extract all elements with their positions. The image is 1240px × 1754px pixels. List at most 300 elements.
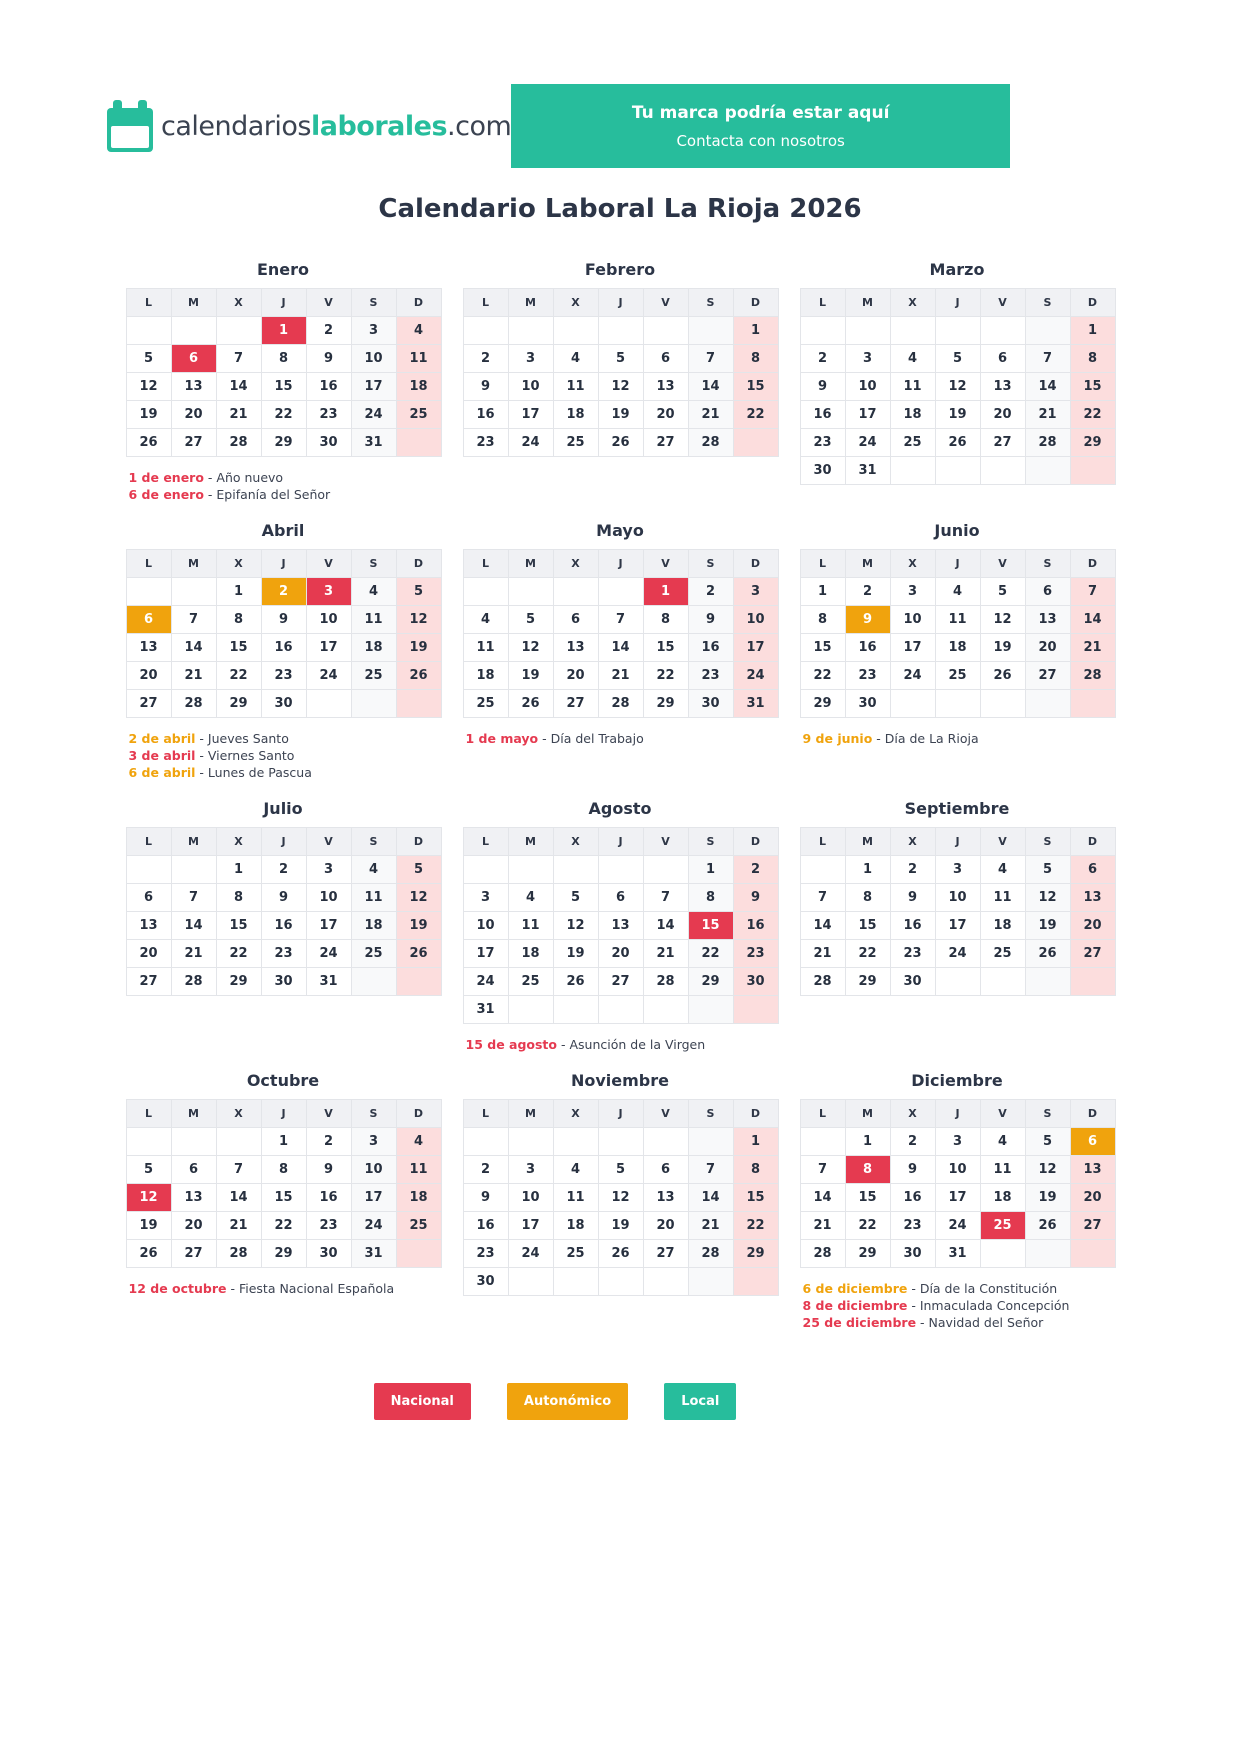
day-cell: 26 (598, 1240, 643, 1268)
day-cell-empty (216, 1128, 261, 1156)
month-table (126, 827, 442, 996)
week-row (126, 1156, 441, 1184)
holiday-note (803, 1280, 1115, 1297)
day-cell: 2 (463, 1156, 508, 1184)
week-row (126, 317, 441, 345)
day-cell: 19 (553, 940, 598, 968)
day-cell: 18 (553, 401, 598, 429)
day-cell: 9 (306, 1156, 351, 1184)
day-cell: 20 (126, 662, 171, 690)
day-cell: 27 (126, 690, 171, 718)
holiday-note-date: 12 de octubre (128, 1281, 227, 1296)
day-cell: 12 (396, 606, 441, 634)
week-row (800, 345, 1115, 373)
legend-local-button[interactable]: Local (664, 1383, 736, 1420)
day-cell: 8 (216, 606, 261, 634)
day-cell-empty (126, 1128, 171, 1156)
week-row (463, 345, 778, 373)
day-cell: 23 (261, 662, 306, 690)
day-cell: 20 (980, 401, 1025, 429)
day-cell-empty (396, 1240, 441, 1268)
day-cell: 10 (463, 912, 508, 940)
day-cell: 11 (553, 373, 598, 401)
day-header: L (126, 550, 171, 578)
week-row (126, 578, 441, 606)
day-header: J (935, 289, 980, 317)
day-cell: 24 (306, 662, 351, 690)
week-row (800, 1212, 1115, 1240)
day-cell: 13 (126, 634, 171, 662)
day-cell: 16 (463, 1212, 508, 1240)
day-cell: 9 (261, 884, 306, 912)
day-cell: 27 (980, 429, 1025, 457)
day-cell: 17 (508, 1212, 553, 1240)
day-cell: 11 (508, 912, 553, 940)
day-cell: 16 (890, 1184, 935, 1212)
day-cell-empty (890, 690, 935, 718)
day-cell: 20 (126, 940, 171, 968)
day-cell: 23 (306, 401, 351, 429)
day-cell: 26 (508, 690, 553, 718)
week-row (463, 1184, 778, 1212)
day-cell: 1 (845, 856, 890, 884)
day-cell: 12 (396, 884, 441, 912)
week-row (800, 401, 1115, 429)
day-cell: 28 (216, 1240, 261, 1268)
day-cell: 12 (126, 373, 171, 401)
day-cell-empty (598, 578, 643, 606)
month-notes (800, 730, 1115, 747)
day-cell: 18 (351, 912, 396, 940)
day-cell: 30 (733, 968, 778, 996)
month-notes (126, 469, 441, 503)
day-cell: 26 (126, 429, 171, 457)
month-table (126, 549, 442, 718)
day-cell-empty (800, 317, 845, 345)
day-cell: 14 (598, 634, 643, 662)
week-row (126, 634, 441, 662)
day-cell-empty (396, 690, 441, 718)
day-cell-empty (351, 690, 396, 718)
day-cell: 19 (980, 634, 1025, 662)
month-title: Marzo (929, 260, 985, 279)
day-cell-empty (171, 856, 216, 884)
day-cell: 8 (688, 884, 733, 912)
day-header: L (126, 289, 171, 317)
day-cell: 2 (261, 856, 306, 884)
day-header: X (553, 550, 598, 578)
month-marzo (800, 260, 1115, 485)
day-cell: 20 (171, 401, 216, 429)
day-cell: 30 (306, 1240, 351, 1268)
day-cell: 13 (643, 373, 688, 401)
day-header: V (980, 550, 1025, 578)
day-cell: 26 (598, 429, 643, 457)
day-cell: 3 (306, 856, 351, 884)
day-cell: 22 (800, 662, 845, 690)
week-row (463, 856, 778, 884)
day-cell: 2 (733, 856, 778, 884)
holiday-note-date: 9 de junio (802, 731, 873, 746)
day-cell: 12 (1025, 884, 1070, 912)
day-cell: 15 (261, 1184, 306, 1212)
week-row (463, 1156, 778, 1184)
day-cell-empty (1025, 457, 1070, 485)
day-cell-empty (733, 429, 778, 457)
month-notes (463, 1036, 778, 1053)
day-cell: 16 (688, 634, 733, 662)
day-cell: 10 (351, 1156, 396, 1184)
day-cell: 5 (1025, 1128, 1070, 1156)
day-cell: 13 (553, 634, 598, 662)
day-cell: 20 (643, 1212, 688, 1240)
day-cell: 28 (216, 429, 261, 457)
day-header-row (800, 828, 1115, 856)
holiday-note (803, 1297, 1115, 1314)
day-cell: 21 (171, 940, 216, 968)
day-cell: 11 (980, 1156, 1025, 1184)
day-cell: 6 (598, 884, 643, 912)
day-header: S (1025, 1100, 1070, 1128)
day-cell: 18 (935, 634, 980, 662)
day-cell: 25 (980, 940, 1025, 968)
day-cell: 13 (126, 912, 171, 940)
day-cell-empty (508, 317, 553, 345)
day-header: V (643, 1100, 688, 1128)
day-cell-empty (643, 996, 688, 1024)
day-cell: 13 (1070, 884, 1115, 912)
day-header: X (553, 1100, 598, 1128)
day-header: J (935, 828, 980, 856)
day-cell: 5 (396, 578, 441, 606)
month-table (126, 1099, 442, 1268)
ad-banner[interactable] (511, 84, 1010, 168)
legend-nacional-button[interactable]: Nacional (374, 1383, 471, 1420)
day-cell: 13 (598, 912, 643, 940)
day-cell-empty (351, 968, 396, 996)
day-cell: 23 (306, 1212, 351, 1240)
site-logo[interactable] (107, 100, 511, 152)
holiday-note-date: 6 de enero (128, 487, 204, 502)
day-cell: 23 (733, 940, 778, 968)
day-cell: 8 (845, 884, 890, 912)
holiday-note-date: 25 de diciembre (802, 1315, 917, 1330)
day-cell: 16 (463, 401, 508, 429)
day-cell: 18 (463, 662, 508, 690)
day-cell: 14 (171, 634, 216, 662)
legend-autonomico-button[interactable]: Autonómico (507, 1383, 628, 1420)
day-cell: 15 (733, 1184, 778, 1212)
day-cell: 25 (508, 968, 553, 996)
holiday-note-date: 8 de diciembre (802, 1298, 908, 1313)
day-cell: 14 (171, 912, 216, 940)
day-cell: 22 (733, 1212, 778, 1240)
day-cell: 1 (216, 578, 261, 606)
day-cell: 20 (1025, 634, 1070, 662)
holiday-note-text: - Día de La Rioja (872, 731, 979, 746)
day-cell: 5 (396, 856, 441, 884)
day-cell: 19 (1025, 1184, 1070, 1212)
day-cell: 21 (643, 940, 688, 968)
holiday-note-date: 1 de mayo (465, 731, 539, 746)
day-cell: 17 (935, 912, 980, 940)
week-row (126, 856, 441, 884)
day-cell-empty (688, 1128, 733, 1156)
day-cell: 2 (845, 578, 890, 606)
week-row (463, 1240, 778, 1268)
day-cell: 17 (306, 634, 351, 662)
day-cell: 19 (508, 662, 553, 690)
day-cell-empty (396, 429, 441, 457)
day-cell: 15 (261, 373, 306, 401)
day-cell-empty (980, 1240, 1025, 1268)
day-cell: 9 (261, 606, 306, 634)
ad-banner-contact-link[interactable]: Contacta con nosotros (676, 131, 845, 150)
day-cell: 4 (351, 856, 396, 884)
day-cell: 26 (1025, 1212, 1070, 1240)
day-cell-empty (508, 578, 553, 606)
day-header: D (733, 1100, 778, 1128)
day-cell: 10 (306, 606, 351, 634)
day-cell-empty (306, 690, 351, 718)
day-cell-empty (643, 856, 688, 884)
day-cell: 11 (935, 606, 980, 634)
day-cell: 4 (396, 317, 441, 345)
week-row (126, 606, 441, 634)
day-header-row (800, 550, 1115, 578)
day-cell-empty (1025, 690, 1070, 718)
week-row (126, 690, 441, 718)
day-header: M (171, 828, 216, 856)
holiday-note (129, 730, 441, 747)
day-cell-empty (643, 1268, 688, 1296)
day-cell: 10 (845, 373, 890, 401)
day-cell: 27 (1070, 940, 1115, 968)
week-row (463, 578, 778, 606)
day-header: J (935, 550, 980, 578)
day-cell-empty (126, 578, 171, 606)
month-title: Abril (261, 521, 305, 540)
month-notes (800, 1280, 1115, 1331)
day-cell: 9 (463, 373, 508, 401)
month-julio (126, 799, 441, 996)
logo-suffix: .com (447, 110, 512, 142)
holiday-note-text: - Epifanía del Señor (203, 487, 331, 502)
day-cell: 16 (261, 912, 306, 940)
day-header: J (261, 289, 306, 317)
day-cell: 5 (980, 578, 1025, 606)
holiday-note (129, 764, 441, 781)
day-cell: 3 (935, 856, 980, 884)
holiday-note-text: - Día del Trabajo (538, 731, 644, 746)
day-cell-empty (643, 1128, 688, 1156)
day-cell: 19 (598, 1212, 643, 1240)
day-cell: 8 (733, 345, 778, 373)
day-cell: 25 (890, 429, 935, 457)
day-cell: 6 (1025, 578, 1070, 606)
day-cell: 29 (216, 690, 261, 718)
week-row (800, 634, 1115, 662)
holiday-note-text: - Día de la Constitución (907, 1281, 1058, 1296)
day-cell-empty (1070, 690, 1115, 718)
day-cell-holiday-nacional: 8 (845, 1156, 890, 1184)
day-cell: 11 (980, 884, 1025, 912)
day-cell: 22 (216, 940, 261, 968)
day-header: M (508, 828, 553, 856)
month-enero (126, 260, 441, 503)
day-cell: 9 (306, 345, 351, 373)
week-row (126, 345, 441, 373)
day-cell: 29 (688, 968, 733, 996)
day-cell: 7 (800, 884, 845, 912)
day-cell: 23 (463, 1240, 508, 1268)
day-cell-empty (980, 457, 1025, 485)
day-cell-empty (980, 690, 1025, 718)
day-cell: 3 (845, 345, 890, 373)
day-cell: 13 (980, 373, 1025, 401)
day-cell: 5 (598, 1156, 643, 1184)
day-cell: 8 (261, 345, 306, 373)
day-cell-empty (1025, 968, 1070, 996)
day-cell: 18 (396, 373, 441, 401)
holiday-note-date: 6 de abril (128, 765, 196, 780)
day-cell: 10 (508, 373, 553, 401)
day-cell: 13 (643, 1184, 688, 1212)
day-cell: 12 (1025, 1156, 1070, 1184)
day-cell: 31 (733, 690, 778, 718)
day-cell-empty (553, 1268, 598, 1296)
day-header-row (463, 1100, 778, 1128)
week-row (463, 317, 778, 345)
day-header: S (1025, 828, 1070, 856)
day-cell: 26 (396, 662, 441, 690)
day-cell: 6 (643, 1156, 688, 1184)
ad-banner-headline: Tu marca podría estar aquí (631, 102, 890, 123)
day-header: M (508, 1100, 553, 1128)
day-cell: 30 (261, 968, 306, 996)
day-cell: 1 (1070, 317, 1115, 345)
day-cell: 24 (935, 1212, 980, 1240)
month-title: Julio (263, 799, 303, 818)
day-header: L (463, 1100, 508, 1128)
week-row (126, 1212, 441, 1240)
day-cell: 5 (508, 606, 553, 634)
day-cell: 7 (800, 1156, 845, 1184)
day-cell-empty (800, 1128, 845, 1156)
day-header: J (261, 550, 306, 578)
day-cell: 25 (396, 1212, 441, 1240)
day-header: L (126, 828, 171, 856)
day-header: L (800, 828, 845, 856)
week-row (800, 690, 1115, 718)
day-cell-holiday-nacional: 1 (261, 317, 306, 345)
week-row (126, 1184, 441, 1212)
day-cell: 19 (396, 912, 441, 940)
day-cell: 16 (306, 1184, 351, 1212)
day-cell: 24 (890, 662, 935, 690)
day-cell-empty (126, 856, 171, 884)
day-header-row (126, 1100, 441, 1128)
day-header: X (890, 289, 935, 317)
day-cell: 1 (733, 317, 778, 345)
week-row (800, 606, 1115, 634)
week-row (800, 1184, 1115, 1212)
week-row (463, 634, 778, 662)
day-cell: 31 (845, 457, 890, 485)
day-cell: 13 (171, 373, 216, 401)
day-header: J (598, 828, 643, 856)
day-cell-empty (463, 578, 508, 606)
day-cell: 21 (688, 1212, 733, 1240)
day-header: S (688, 1100, 733, 1128)
day-cell: 14 (216, 1184, 261, 1212)
month-table (463, 827, 779, 1024)
day-cell: 28 (171, 968, 216, 996)
day-cell: 14 (800, 1184, 845, 1212)
week-row (463, 690, 778, 718)
day-cell-empty (171, 317, 216, 345)
day-cell: 3 (463, 884, 508, 912)
day-cell: 4 (935, 578, 980, 606)
day-cell-empty (980, 968, 1025, 996)
week-row (800, 578, 1115, 606)
day-header: D (396, 550, 441, 578)
day-cell-empty (598, 317, 643, 345)
day-cell: 16 (800, 401, 845, 429)
day-cell-empty (553, 317, 598, 345)
week-row (126, 1240, 441, 1268)
day-header-row (463, 550, 778, 578)
day-cell: 30 (463, 1268, 508, 1296)
day-cell: 11 (351, 884, 396, 912)
week-row (463, 606, 778, 634)
day-cell: 2 (688, 578, 733, 606)
holiday-note-text: - Jueves Santo (195, 731, 289, 746)
day-header: V (980, 289, 1025, 317)
day-header: X (216, 1100, 261, 1128)
week-row (126, 429, 441, 457)
day-cell: 16 (845, 634, 890, 662)
day-cell: 31 (351, 429, 396, 457)
day-cell: 18 (508, 940, 553, 968)
day-cell-holiday-nacional: 25 (980, 1212, 1025, 1240)
week-row (463, 912, 778, 940)
day-cell: 31 (351, 1240, 396, 1268)
week-row (463, 1128, 778, 1156)
month-junio (800, 521, 1115, 747)
day-header: V (980, 1100, 1025, 1128)
week-row (800, 1128, 1115, 1156)
day-cell: 27 (171, 1240, 216, 1268)
day-cell-empty (126, 317, 171, 345)
day-cell: 16 (261, 634, 306, 662)
day-header: S (1025, 289, 1070, 317)
holiday-note-text: - Lunes de Pascua (195, 765, 312, 780)
day-cell: 12 (598, 1184, 643, 1212)
day-cell: 12 (935, 373, 980, 401)
day-cell: 10 (306, 884, 351, 912)
month-table (800, 1099, 1116, 1268)
week-row (463, 662, 778, 690)
day-cell: 18 (351, 634, 396, 662)
logo-prefix: calendarios (161, 110, 311, 142)
day-header: S (1025, 550, 1070, 578)
day-cell-empty (733, 1268, 778, 1296)
day-cell: 9 (890, 1156, 935, 1184)
day-header-row (126, 828, 441, 856)
day-cell: 15 (800, 634, 845, 662)
day-cell: 4 (351, 578, 396, 606)
